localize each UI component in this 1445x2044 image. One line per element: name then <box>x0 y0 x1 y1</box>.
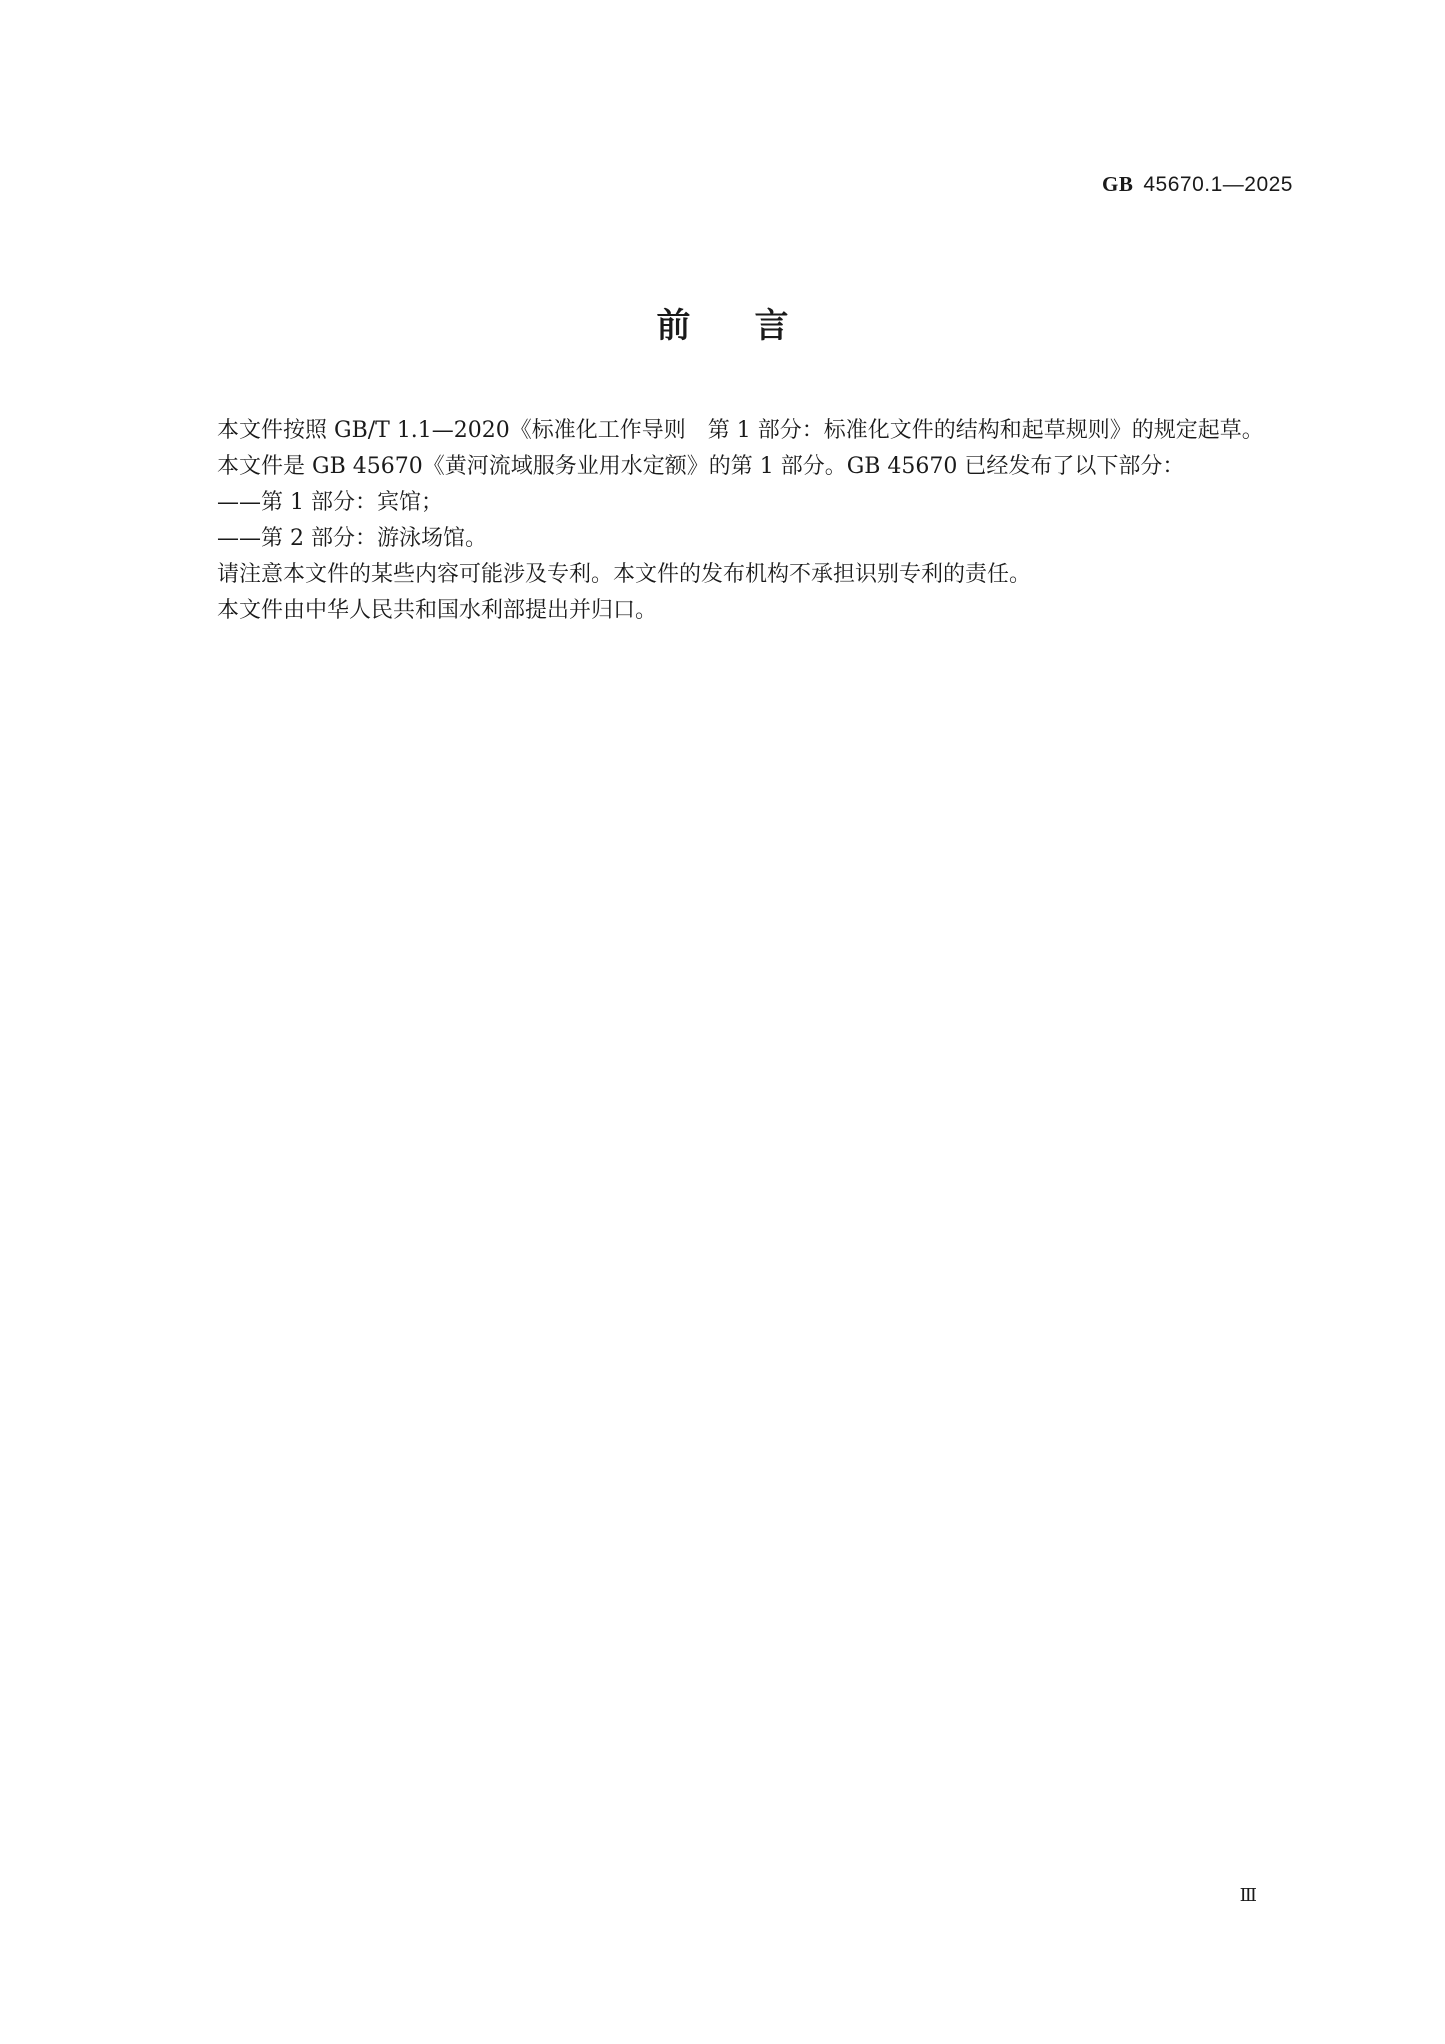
standard-prefix: GB <box>1102 172 1134 196</box>
paragraph-series-info: 本文件是 GB 45670《黄河流域服务业用水定额》的第 1 部分。GB 45670 已经发布了以下部分： <box>217 454 1185 479</box>
standard-number-header <box>1102 172 1293 197</box>
foreword-body <box>173 413 1291 629</box>
page-number: Ⅲ <box>1239 1885 1257 1905</box>
list-item-part-2: ——第 2 部分：游泳场馆。 <box>217 526 487 551</box>
page-title: 前言 <box>656 306 853 346</box>
standard-code: 45670.1—2025 <box>1143 173 1293 196</box>
paragraph-proposer: 本文件由中华人民共和国水利部提出并归口。 <box>217 598 658 623</box>
paragraph-patent-notice: 请注意本文件的某些内容可能涉及专利。本文件的发布机构不承担识别专利的责任。 <box>217 562 1032 587</box>
list-item-part-1: ——第 1 部分：宾馆； <box>217 490 443 515</box>
paragraph-drafting-rules: 本文件按照 GB/T 1.1—2020《标准化工作导则 第 1 部分：标准化文件的结构和起草规则》的规定起草。 <box>217 418 1264 443</box>
